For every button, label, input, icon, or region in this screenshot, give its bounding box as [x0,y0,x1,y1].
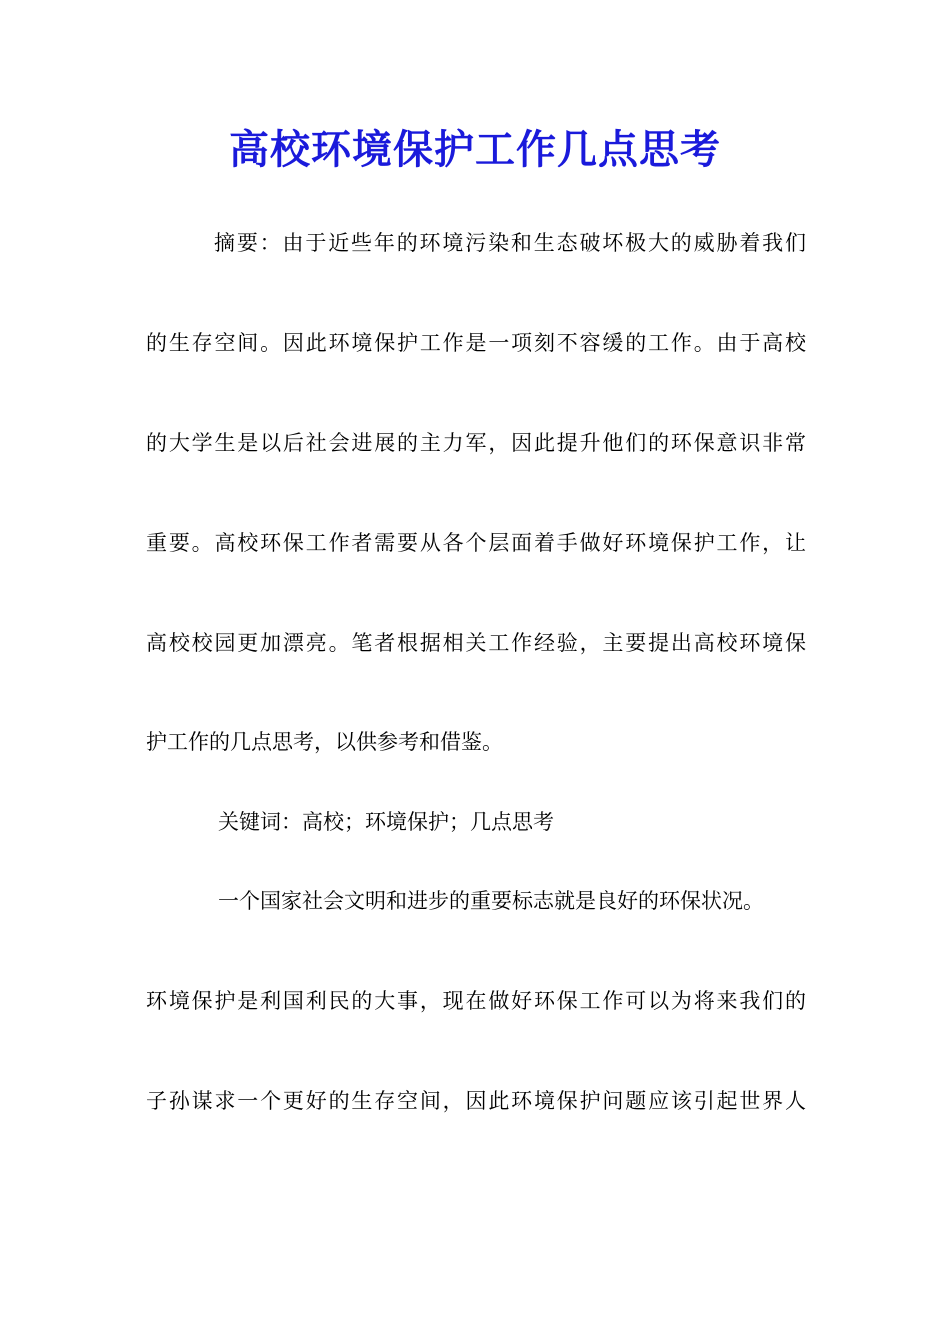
abstract-line-3: 的大学生是以后社会进展的主力军，因此提升他们的环保意识非常 [146,431,806,455]
abstract-line-5: 高校校园更加漂亮。笔者根据相关工作经验，主要提出高校环境保 [146,631,806,655]
keywords-line: 关键词：高校；环境保护；几点思考 [218,810,554,834]
abstract-line-4: 重要。高校环保工作者需要从各个层面着手做好环境保护工作，让 [146,531,806,555]
body-line-2: 环境保护是利国利民的大事，现在做好环保工作可以为将来我们的 [146,989,806,1013]
body-line-3: 子孙谋求一个更好的生存空间，因此环境保护问题应该引起世界人 [146,1089,806,1113]
document-title: 高校环境保护工作几点思考 [229,126,721,173]
body-line-1: 一个国家社会文明和进步的重要标志就是良好的环保状况。 [218,889,764,913]
abstract-line-6: 护工作的几点思考，以供参考和借鉴。 [146,730,503,754]
abstract-line-2: 的生存空间。因此环境保护工作是一项刻不容缓的工作。由于高校 [146,331,806,355]
abstract-line-1: 摘要：由于近些年的环境污染和生态破坏极大的威胁着我们 [214,231,806,255]
